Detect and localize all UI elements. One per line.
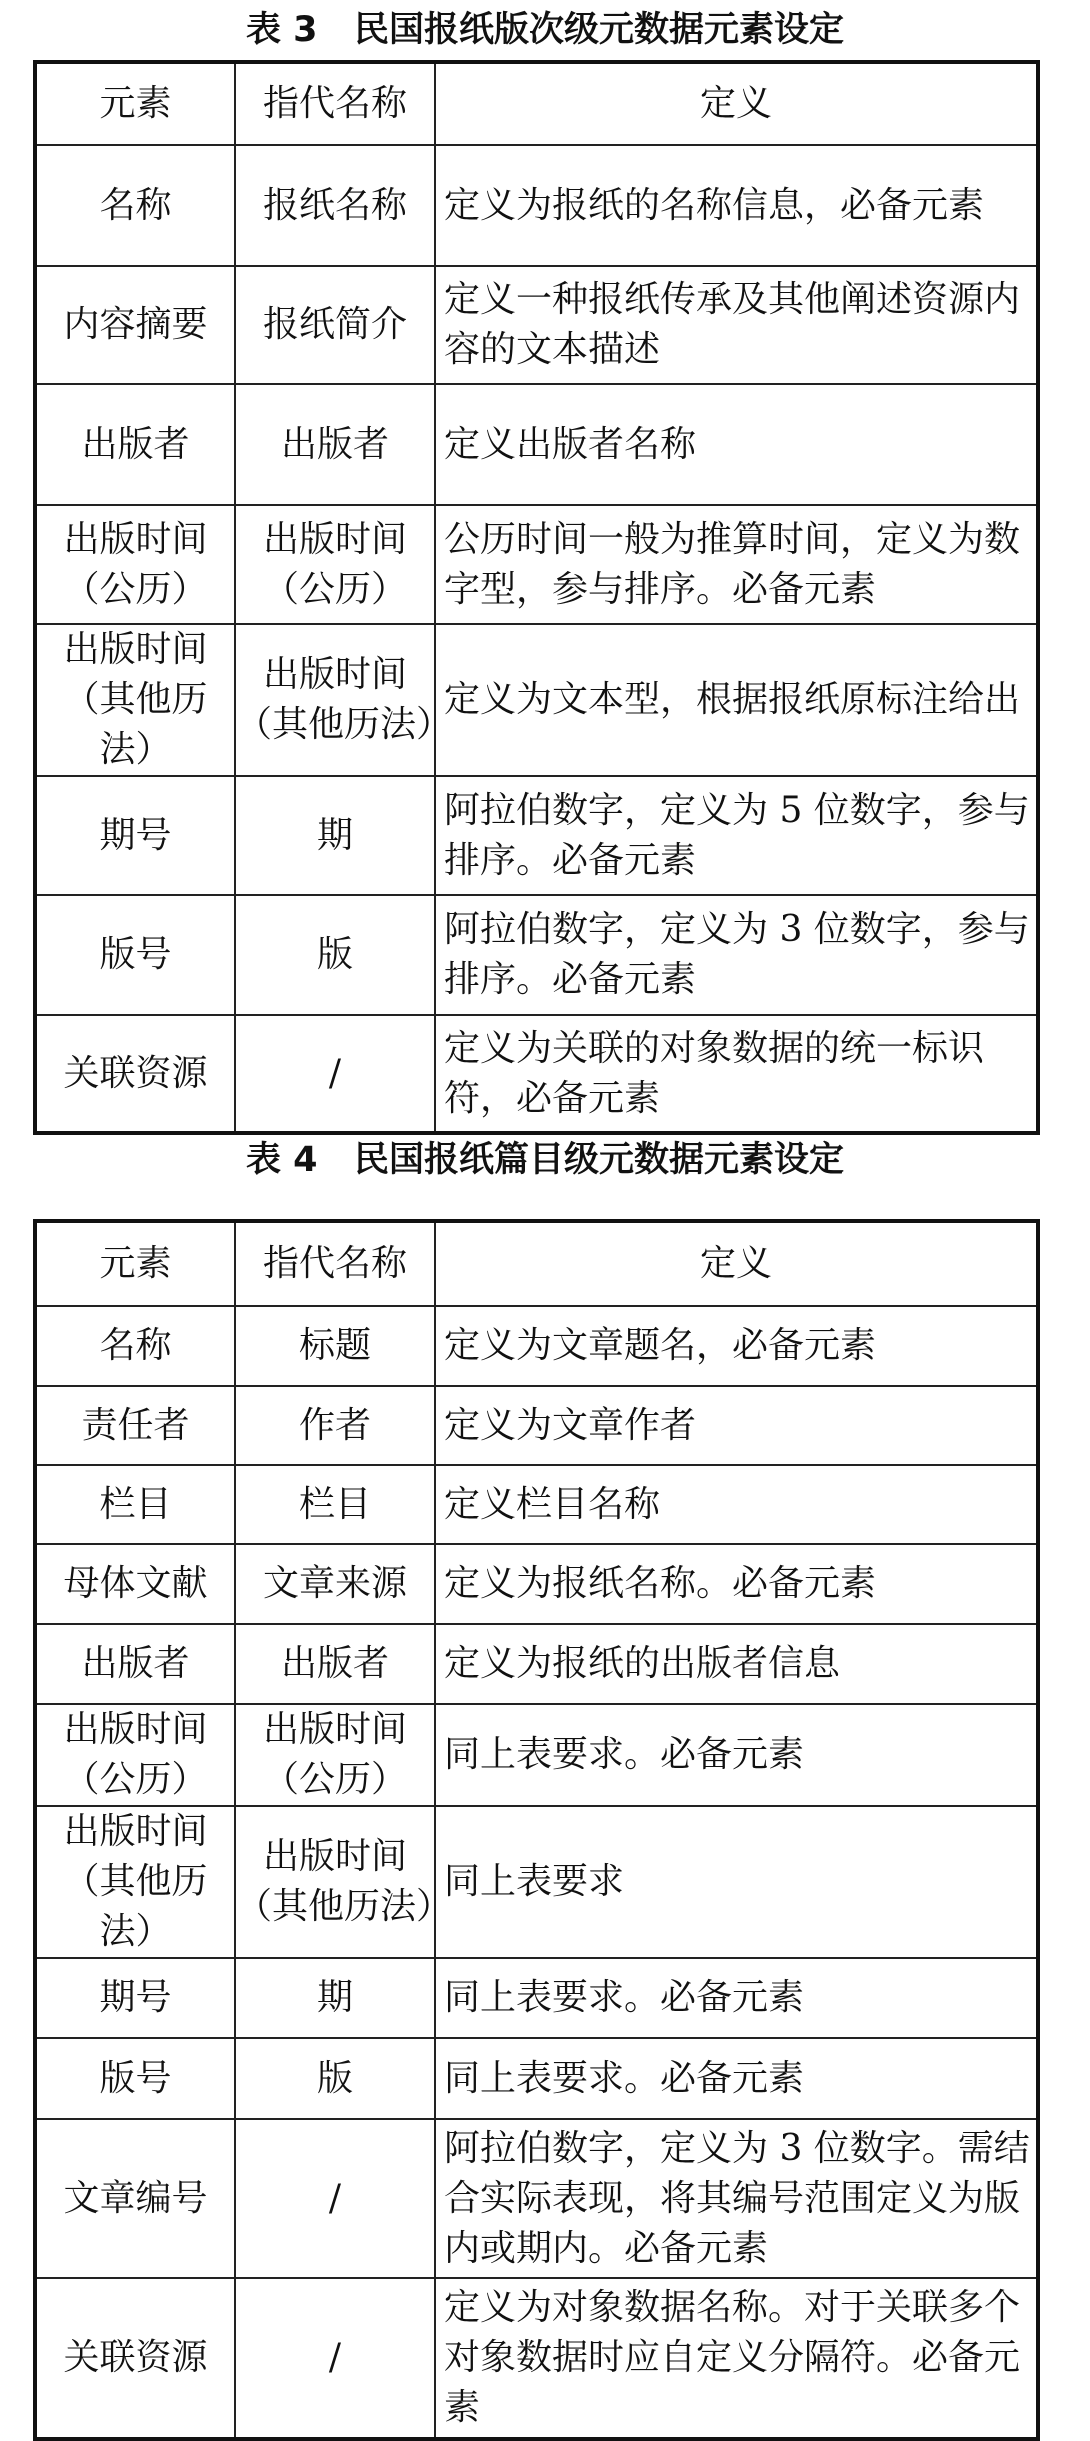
- header-definition: 定义: [435, 62, 1038, 145]
- cell-name: 期: [235, 776, 435, 895]
- cell-name: 出版者: [235, 384, 435, 505]
- cell-definition: 定义一种报纸传承及其他阐述资源内容的文本描述: [435, 266, 1038, 384]
- table-row: [35, 1624, 1038, 1704]
- cell-element: 名称: [35, 145, 235, 266]
- cell-definition: 同上表要求。必备元素: [435, 1958, 1038, 2038]
- cell-definition: 同上表要求: [435, 1806, 1038, 1958]
- header-definition: 定义: [435, 1221, 1038, 1306]
- table-row: [35, 624, 1038, 776]
- table-row: [35, 384, 1038, 505]
- cell-element: 版号: [35, 895, 235, 1015]
- cell-element: 出版时间（公历）: [35, 505, 235, 624]
- table-row: [35, 1386, 1038, 1465]
- table-row: [35, 1306, 1038, 1386]
- cell-name: 文章来源: [235, 1544, 435, 1624]
- table-row: [35, 266, 1038, 384]
- cell-element: 责任者: [35, 1386, 235, 1465]
- cell-element: 出版时间（其他历法）: [35, 624, 235, 776]
- header-element: 元素: [35, 1221, 235, 1306]
- cell-element: 栏目: [35, 1465, 235, 1544]
- cell-name: 出版时间（其他历法）: [235, 1806, 435, 1958]
- cell-definition: 定义为文章作者: [435, 1386, 1038, 1465]
- cell-element: 文章编号: [35, 2119, 235, 2278]
- cell-definition: 阿拉伯数字，定义为 3 位数字，参与排序。必备元素: [435, 895, 1038, 1015]
- cell-element: 母体文献: [35, 1544, 235, 1624]
- table-row: [35, 1806, 1038, 1958]
- table-row: [35, 895, 1038, 1015]
- cell-element: 期号: [35, 776, 235, 895]
- cell-definition: 定义出版者名称: [435, 384, 1038, 505]
- cell-element: 出版者: [35, 1624, 235, 1704]
- cell-definition: 定义为文本型，根据报纸原标注给出: [435, 624, 1038, 776]
- cell-definition: 定义为文章题名，必备元素: [435, 1306, 1038, 1386]
- cell-name: 出版时间（公历）: [235, 505, 435, 624]
- table-row: [35, 1958, 1038, 2038]
- table-row: [35, 505, 1038, 624]
- table4-header-row: [35, 1221, 1038, 1306]
- cell-name: 版: [235, 895, 435, 1015]
- cell-name: 标题: [235, 1306, 435, 1386]
- cell-element: 版号: [35, 2038, 235, 2119]
- table-row: [35, 2119, 1038, 2278]
- cell-name: /: [235, 2119, 435, 2278]
- table3: [33, 60, 1040, 1135]
- cell-name: 栏目: [235, 1465, 435, 1544]
- cell-element: 期号: [35, 1958, 235, 2038]
- cell-definition: 阿拉伯数字，定义为 5 位数字，参与排序。必备元素: [435, 776, 1038, 895]
- cell-element: 出版者: [35, 384, 235, 505]
- table3-caption: 表 3 民国报纸版次级元数据元素设定: [245, 10, 845, 50]
- table-row: [35, 1465, 1038, 1544]
- table-row: [35, 145, 1038, 266]
- table3-header-row: [35, 62, 1038, 145]
- table-row: [35, 2278, 1038, 2439]
- header-name: 指代名称: [235, 1221, 435, 1306]
- table-row: [35, 1544, 1038, 1624]
- cell-definition: 定义为报纸名称。必备元素: [435, 1544, 1038, 1624]
- cell-definition: 定义为对象数据名称。对于关联多个对象数据时应自定义分隔符。必备元素: [435, 2278, 1038, 2439]
- header-name: 指代名称: [235, 62, 435, 145]
- cell-definition: 公历时间一般为推算时间，定义为数字型，参与排序。必备元素: [435, 505, 1038, 624]
- cell-definition: 定义为报纸的名称信息，必备元素: [435, 145, 1038, 266]
- table-row: [35, 776, 1038, 895]
- table4-caption: 表 4 民国报纸篇目级元数据元素设定: [245, 1140, 845, 1180]
- cell-name: 出版者: [235, 1624, 435, 1704]
- cell-name: 报纸名称: [235, 145, 435, 266]
- cell-element: 出版时间（公历）: [35, 1704, 235, 1806]
- cell-definition: 定义为关联的对象数据的统一标识符，必备元素: [435, 1015, 1038, 1133]
- header-element: 元素: [35, 62, 235, 145]
- table4: [33, 1219, 1040, 2441]
- cell-element: 内容摘要: [35, 266, 235, 384]
- cell-name: 出版时间（公历）: [235, 1704, 435, 1806]
- cell-name: 期: [235, 1958, 435, 2038]
- cell-name: 作者: [235, 1386, 435, 1465]
- cell-definition: 同上表要求。必备元素: [435, 1704, 1038, 1806]
- cell-definition: 定义栏目名称: [435, 1465, 1038, 1544]
- cell-definition: 阿拉伯数字，定义为 3 位数字。需结合实际表现，将其编号范围定义为版内或期内。必备元素: [435, 2119, 1038, 2278]
- cell-definition: 定义为报纸的出版者信息: [435, 1624, 1038, 1704]
- cell-element: 关联资源: [35, 1015, 235, 1133]
- cell-name: 报纸简介: [235, 266, 435, 384]
- cell-name: /: [235, 1015, 435, 1133]
- table-row: [35, 1015, 1038, 1133]
- cell-name: /: [235, 2278, 435, 2439]
- cell-element: 关联资源: [35, 2278, 235, 2439]
- cell-name: 版: [235, 2038, 435, 2119]
- cell-definition: 同上表要求。必备元素: [435, 2038, 1038, 2119]
- table-row: [35, 2038, 1038, 2119]
- table-row: [35, 1704, 1038, 1806]
- cell-element: 出版时间（其他历法）: [35, 1806, 235, 1958]
- cell-name: 出版时间（其他历法）: [235, 624, 435, 776]
- cell-element: 名称: [35, 1306, 235, 1386]
